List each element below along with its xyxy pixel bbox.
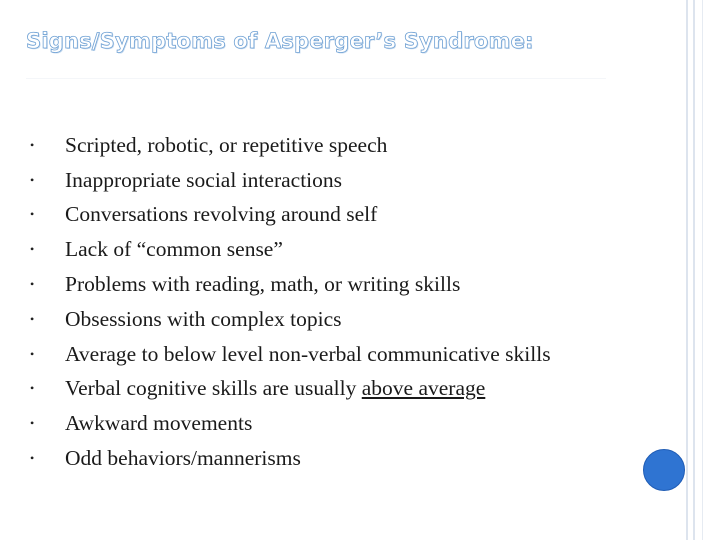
- list-item-text: Obsessions with complex topics: [65, 306, 342, 331]
- bullet-icon: •: [30, 172, 35, 187]
- list-item: [30, 372, 670, 407]
- list-item-text: Inappropriate social interactions: [65, 167, 343, 192]
- list-item: [30, 337, 670, 372]
- right-border-line: [686, 0, 688, 540]
- list-item: [30, 406, 670, 441]
- slide-title: Signs/Symptoms of Asperger’s Syndrome:: [26, 29, 534, 53]
- right-border-line: [702, 0, 703, 540]
- bullet-icon: •: [30, 416, 35, 431]
- decorative-circle-icon: [643, 449, 685, 491]
- bullet-icon: •: [30, 311, 35, 326]
- list-item: [30, 232, 670, 267]
- bullet-icon: •: [30, 277, 35, 292]
- bullet-icon: •: [30, 451, 35, 466]
- list-item-text: Lack of “common sense”: [65, 237, 283, 262]
- bullet-icon: •: [30, 346, 35, 361]
- list-item: [30, 198, 670, 233]
- list-item-text: Average to below level non-verbal communicative skills: [65, 341, 551, 366]
- bullet-icon: •: [30, 381, 35, 396]
- right-border-line: [693, 0, 695, 540]
- underlined-phrase: above average: [361, 376, 486, 401]
- list-item-text: Scripted, robotic, or repetitive speech: [65, 132, 388, 157]
- bullet-icon: •: [30, 137, 35, 152]
- list-item: [30, 441, 670, 476]
- list-item: [30, 267, 670, 302]
- list-item-text: Odd behaviors/mannerisms: [65, 446, 301, 471]
- list-item: [30, 163, 670, 198]
- title-divider: [26, 78, 606, 79]
- list-item-text: [65, 376, 485, 401]
- symptom-list: [30, 128, 670, 476]
- bullet-icon: •: [30, 242, 35, 257]
- list-item: [30, 302, 670, 337]
- list-item: [30, 128, 670, 163]
- list-item-text: Conversations revolving around self: [65, 202, 378, 227]
- bullet-icon: •: [30, 207, 35, 222]
- list-item-text: Problems with reading, math, or writing skills: [65, 272, 461, 297]
- list-item-text-lead: Verbal cognitive skills are usually: [65, 376, 362, 401]
- list-item-text: Awkward movements: [65, 411, 253, 436]
